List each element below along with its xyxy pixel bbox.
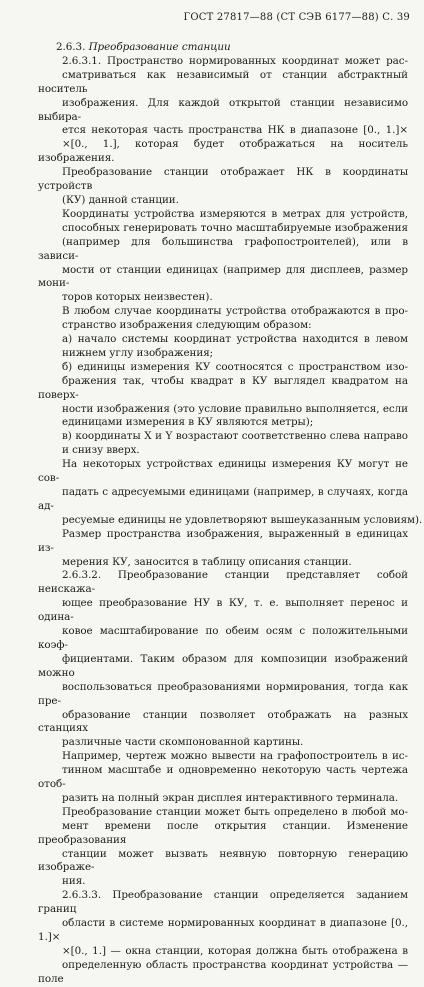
- section-title: Преобразование станции: [88, 41, 231, 53]
- text-line: ×[0., 1.], которая будет отображаться на носитель изображения.: [38, 138, 408, 165]
- text-line: Координаты устройства измеряются в метрах для устройств,: [62, 207, 408, 220]
- text-line: ющее преобразование НУ в КУ, т. е. выполняет перенос и одина-: [38, 597, 408, 624]
- text-line: ется некоторая часть пространства НК в диапазоне [0., 1.]×: [62, 124, 408, 137]
- text-line: сматриваться как независимый от станции абстрактный носитель: [38, 68, 408, 95]
- text-line: Преобразование станции может быть определено в любой мо-: [62, 805, 408, 818]
- paragraph-image-size: [38, 528, 408, 570]
- paragraph-device-coordinates: [38, 208, 408, 305]
- text-line: 2.6.3.2. Преобразование станции представляет собой неискажа-: [38, 569, 408, 596]
- text-line: определенную область пространства координат устройства — поле: [38, 958, 408, 985]
- text-line: странство изображения следующим образом:: [62, 319, 312, 332]
- paragraph-define-anytime: [38, 806, 408, 889]
- text-line: Размер пространства изображения, выраженный в единицах из-: [38, 527, 408, 554]
- text-line: изображения. Для каждой открытой станции независимо выбира-: [38, 96, 408, 123]
- text-line: (КУ) данной станции.: [62, 193, 179, 206]
- text-line: нижнем углу изображения;: [62, 346, 214, 359]
- text-line: мент времени после открытия станции. Изменение преобразования: [38, 819, 408, 846]
- text-line: тинном масштабе и одновременно некоторую часть чертежа отоб-: [38, 764, 408, 791]
- text-line: На некоторых устройствах единицы измерения КУ могут не сов-: [38, 458, 408, 485]
- text-line: ковое масштабирование по обеим осям с положительными коэф-: [38, 625, 408, 651]
- text-line: мости от станции единицах (например для дисплеев, размер мони-: [38, 263, 408, 290]
- text-line: торов которых неизвестен).: [62, 291, 213, 304]
- text-line: ния.: [62, 875, 86, 888]
- paragraph-2-6-3-3: [38, 889, 408, 986]
- text-line: ×[0., 1.] — окна станции, которая должна быть отображена в: [62, 944, 408, 957]
- text-line: Преобразование станции отображает НК в координаты устройств: [38, 166, 408, 193]
- text-line: способных генерировать точно масштабируемые изображения: [62, 221, 408, 234]
- paragraph-mapping-intro: [38, 305, 408, 333]
- text-line: области в системе нормированных координат в диапазоне [0., 1.]×: [38, 917, 408, 943]
- text-line: единицами измерения в КУ являются метры);: [62, 416, 314, 429]
- text-line: мерения КУ, заносится в таблицу описания станции.: [62, 555, 352, 568]
- text-line: станции может вызвать неявную повторную генерацию изображе-: [38, 847, 408, 874]
- text-line: ности изображения (это условие правильно выполняется, если: [62, 402, 408, 415]
- text-line: в) координаты X и Y возрастают соответственно слева направо: [62, 430, 408, 443]
- paragraph-addressable-units: [38, 458, 423, 528]
- text-line: фициентами. Таким образом для композиции изображений можно: [38, 652, 408, 679]
- text-line: 2.6.3.3. Преобразование станции определяется заданием границ: [38, 889, 408, 916]
- section-heading: [38, 41, 408, 55]
- list-item-a: [38, 333, 408, 361]
- text-line: б) единицы измерения КУ соотносятся с пространством изо-: [62, 360, 408, 373]
- paragraph-plotter-example: [38, 750, 408, 806]
- list-item-b: [38, 361, 408, 431]
- page-header: ГОСТ 27817—88 (СТ СЭВ 6177—88) С. 39: [183, 12, 410, 23]
- text-line: различные части скомпонованной картины.: [62, 736, 304, 749]
- text-line: падать с адресуемыми единицами (например, в случаях, когда ад-: [38, 486, 408, 512]
- paragraph-2-6-3-2: [38, 569, 408, 750]
- list-item-v: [38, 430, 408, 458]
- text-line: а) начало системы координат устройства находится в левом: [62, 333, 408, 346]
- text-line: В любом случае координаты устройства отображаются в про-: [62, 305, 408, 318]
- text-line: воспользоваться преобразованиями нормирования, тогда как пре-: [38, 680, 408, 707]
- section-number: 2.6.3.: [56, 41, 86, 53]
- text-line: бражения так, чтобы квадрат в КУ выглядел квадратом на поверх-: [38, 374, 408, 401]
- text-line: Например, чертеж можно вывести на графопостроитель в ис-: [62, 750, 408, 763]
- text-line: образование станции позволяет отображать на разных станциях: [38, 708, 408, 735]
- text-line: ресуемые единицы не удовлетворяют вышеуказанным условиям).: [62, 513, 423, 526]
- text-line: 2.6.3.1. Пространство нормированных координат может рас-: [62, 54, 408, 67]
- paragraph-2-6-3-1: [38, 55, 408, 208]
- text-line: (например для большинства графопостроителей), или в зависи-: [38, 235, 408, 262]
- text-line: разить на полный экран дисплея интерактивного терминала.: [62, 791, 399, 804]
- page-body: [38, 41, 423, 987]
- text-line: и снизу вверх.: [62, 444, 140, 457]
